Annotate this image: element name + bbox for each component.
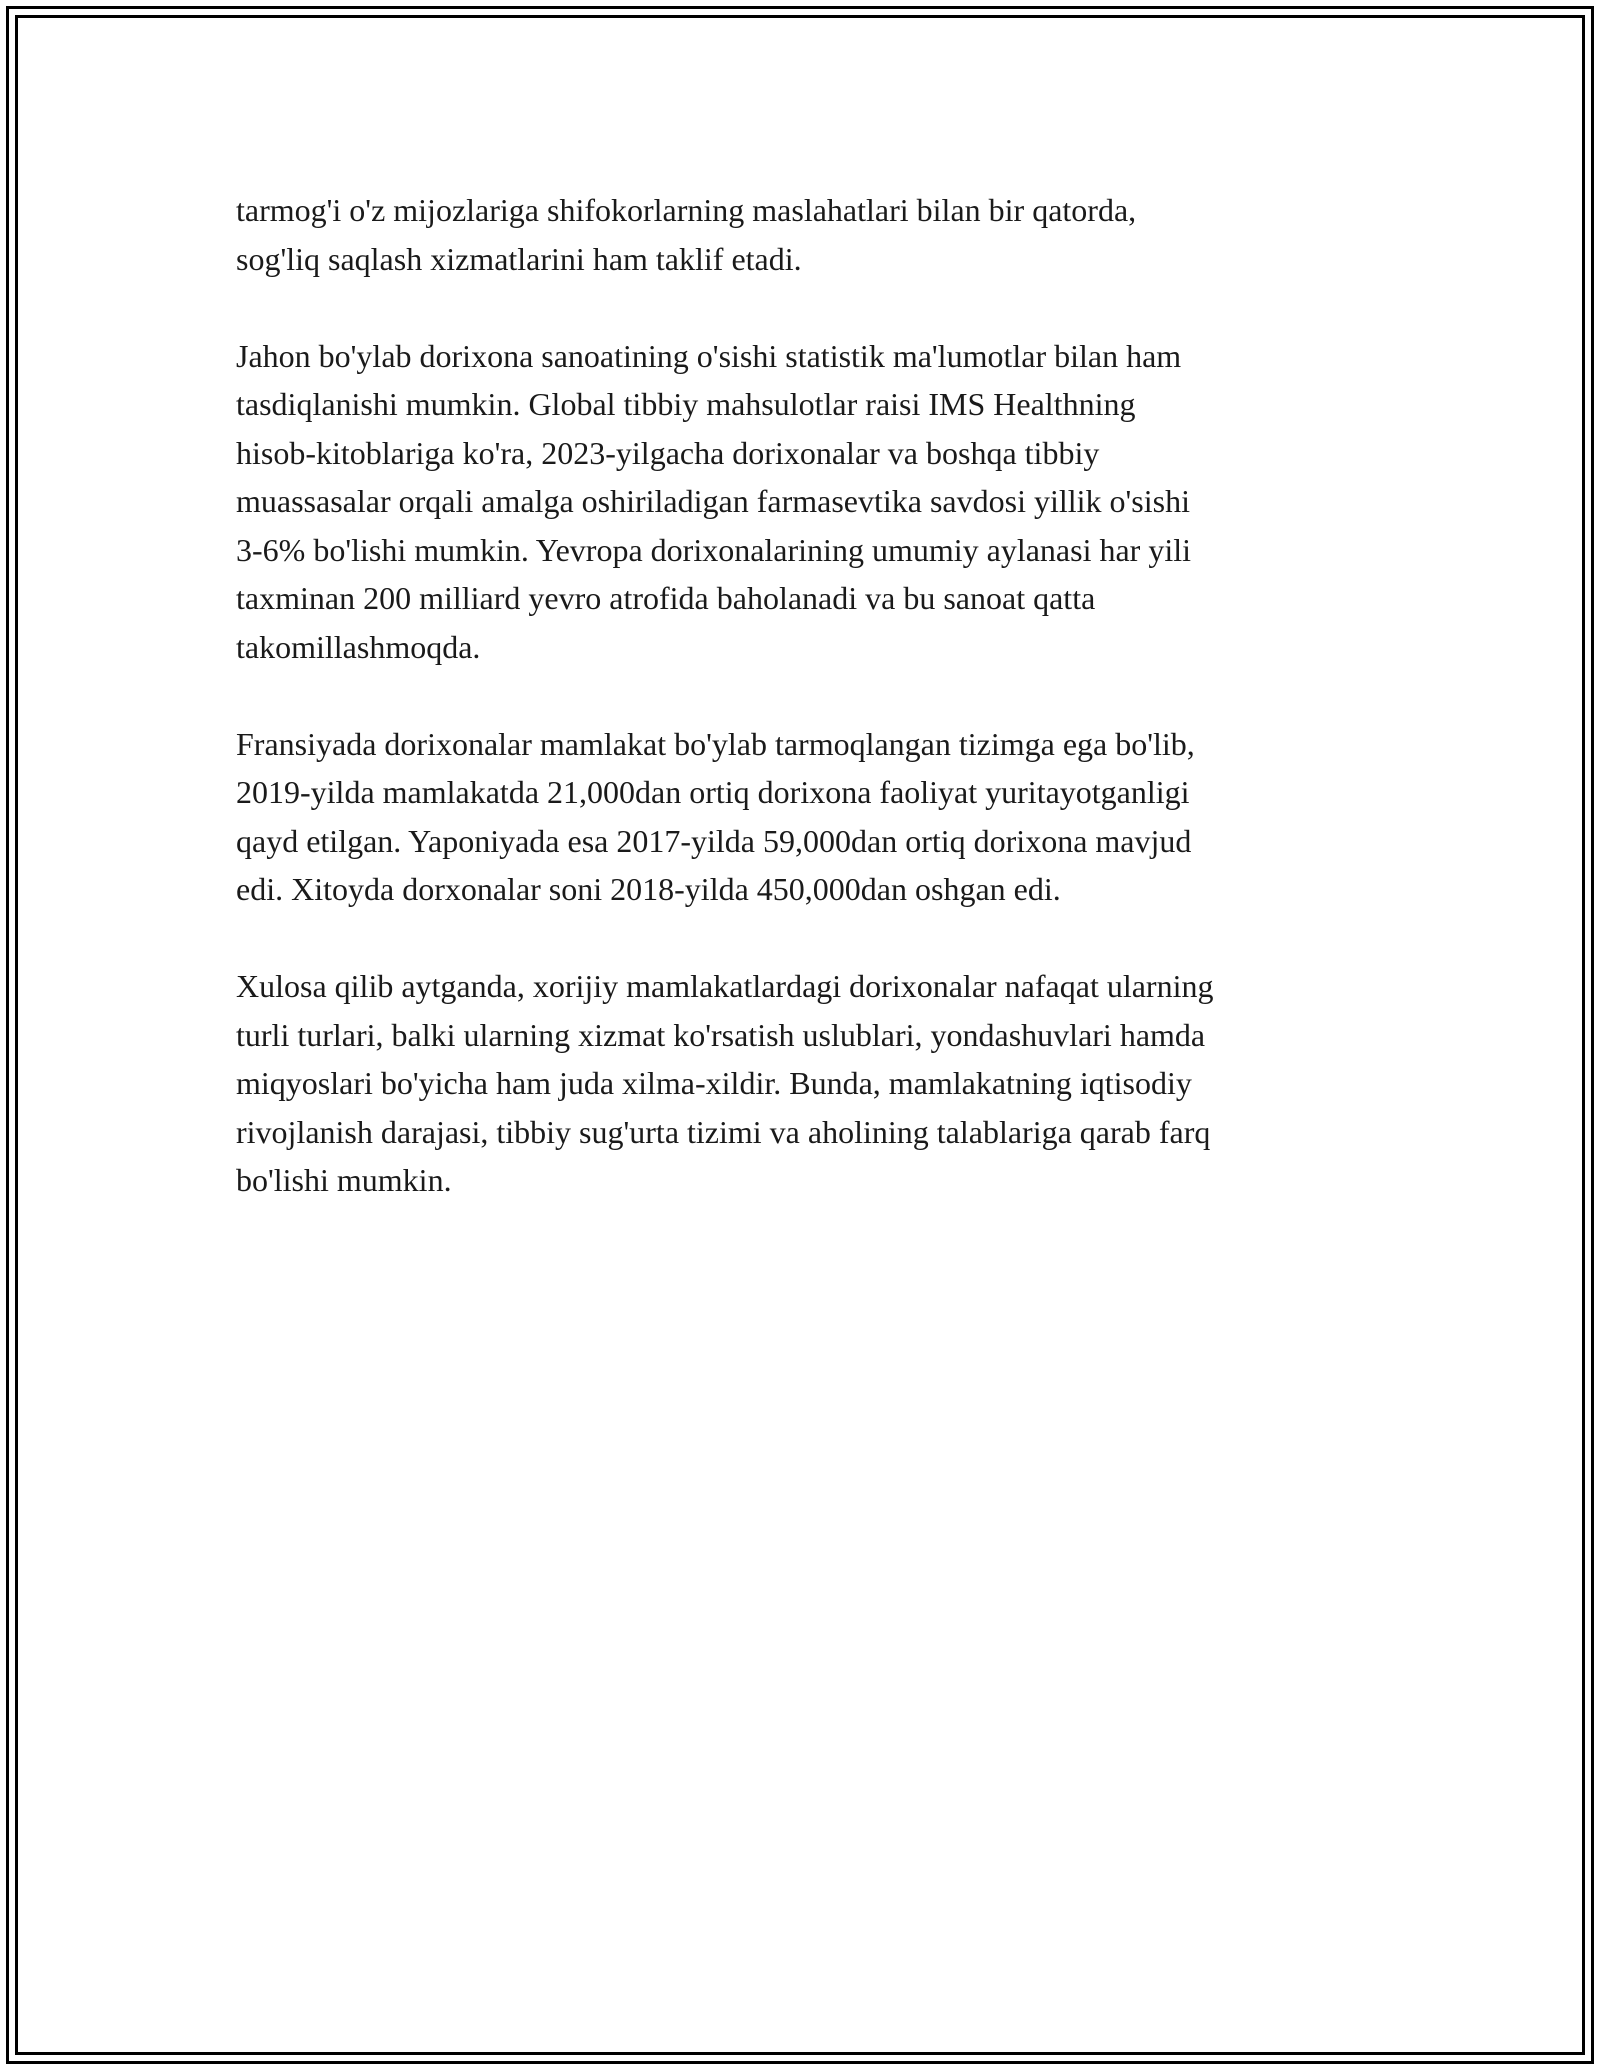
paragraph-country-statistics: Fransiyada dorixonalar mamlakat bo'ylab tarmoqlangan tizimga ega bo'lib, 2019-yilda mamlakatda 21,000dan ortiq dorixona faoliyat yuritayotganligi qayd etilgan. Yaponiyada esa 2017-yilda 59,000dan ortiq dorixona mavjud edi. Xitoyda dorxonalar soni 2018-yilda 450,000dan oshgan edi. — [236, 725, 1195, 907]
document-body — [236, 186, 1386, 1253]
paragraph-conclusion: Xulosa qilib aytganda, xorijiy mamlakatlardagi dorixonalar nafaqat ularning turli turlari, balki ularning xizmat ko'rsatish uslublari, yondashuvlari hamda miqyoslari bo'yicha ham juda xilma-xildir. Bunda, mamlakatning iqtisodiy rivojlanish darajasi, tibbiy sug'urta tizimi va aholining talablariga qarab farq bo'lishi mumkin. — [236, 968, 1214, 1198]
paragraph-global-growth: Jahon bo'ylab dorixona sanoatining o'sishi statistik ma'lumotlar bilan ham tasdiqlanishi mumkin. Global tibbiy mahsulotlar raisi IMS Healthning hisob-kitoblariga ko'ra, 2023-yilgacha dorixonalar va boshqa tibbiy muassasalar orqali amalga oshiriladigan farmasevtika savdosi yillik o'sishi 3-6% bo'lishi mumkin. Yevropa dorixonalarining umumiy aylanasi har yili taxminan 200 milliard yevro atrofida baholanadi va bu sanoat qatta takomillashmoqda. — [236, 337, 1191, 665]
paragraph-intro-continuation: tarmog'i o'z mijozlariga shifokorlarning maslahatlari bilan bir qatorda, sog'liq saqlash xizmatlarini ham taklif etadi. — [236, 192, 1137, 277]
